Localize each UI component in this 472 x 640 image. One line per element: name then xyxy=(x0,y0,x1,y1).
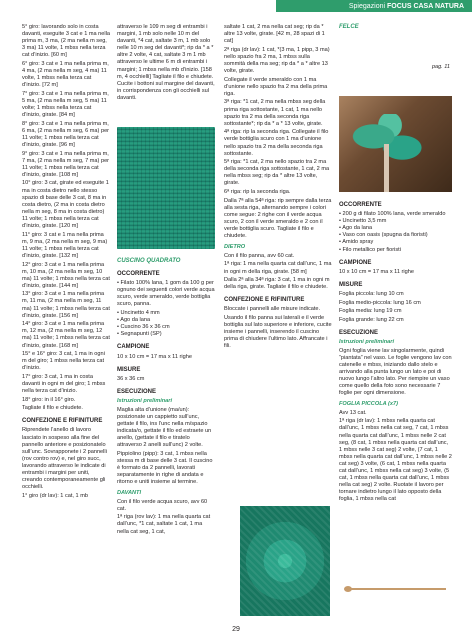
column-3 xyxy=(224,24,332,352)
column-4-lower xyxy=(339,196,452,505)
confezione-heading: CONFEZIONE E RIFINITURE xyxy=(224,297,305,304)
material-item: • Filo metallico per fioristi xyxy=(339,247,452,254)
col1-row: Tagliate il filo e chiudete. xyxy=(22,405,83,412)
column-1 xyxy=(22,24,110,501)
header-section: Spiegazioni FOCUS CASA NATURA xyxy=(348,2,464,10)
confezione-text-2: Usando il filo panna sui laterali e il verde bottiglia sul lato superiore e inferiore, cucite insieme i pannelli, inserendo il cuscino prima di chiudere l’ultimo lato. Affrancate i fili. xyxy=(224,314,332,350)
cushion-detail-image xyxy=(240,506,330,616)
fern-stem-image xyxy=(384,144,389,192)
col1-row: 13° giro: 3 cat e 1 ma nella prima m, 11 ma, (2 ma nella m seg, 11 ma) 11 volte; 1 mbss nella terza cat d’inizio, girate. [156 m] xyxy=(22,291,110,319)
material-item: • Segnapunti (SP) xyxy=(117,331,215,338)
col3-row: Collegate il verde smeraldo con 1 ma d’unione nello spazio fra 2 ma della prima riga. xyxy=(224,76,328,97)
esecuzione-sub: Istruzioni preliminari xyxy=(117,397,173,404)
cuscino-title: CUSCINO QUADRATO xyxy=(117,258,181,264)
fern-photo xyxy=(339,96,452,192)
column-4 xyxy=(339,24,452,33)
felce-esecuzione-heading: ESECUZIONE xyxy=(339,329,379,336)
col3-row: 4ª riga: rip la seconda riga. Collegate il filo verde bottiglia scuro con 1 ma d’unione nello spazio tra 2 ma della seconda riga sottostante. xyxy=(224,129,329,157)
misure-line: Foglia piccola: lung 10 cm xyxy=(339,290,404,297)
col1-last: 1° giro (dr lav): 1 cat, 1 mb xyxy=(22,492,88,499)
misure-heading: MISURE xyxy=(117,366,141,373)
col3-row: 6ª riga: rip la seconda riga. xyxy=(224,189,291,196)
misure-text: 36 x 36 cm xyxy=(117,375,145,382)
col1-row: 6° giro: 3 cat e 1 ma nella prima m, 4 ma, (2 ma nella m seg, 4 ma) 11 volte, 1 mbss nella terza cat d’inizio. [72 m] xyxy=(22,60,109,89)
col3-top: saltate 1 cat, 2 ma nella cat seg; rip da * altre 13 volte, girate. [42 m, 28 spazi di 1 cat] xyxy=(224,24,325,45)
material-item: • Ago da lana xyxy=(339,225,452,232)
col3-row: Dalla 7ª alla 54ª riga: rip sempre dalla terza alla sesta riga, alternando sempre i colori come segue: 2 righe con il verde acqua scuro, 2 con il verde smeraldo e 2 con il verde bottiglia scuro. Tagliate il filo e chiudete. xyxy=(224,197,332,240)
misure-line: Foglia grande: lung 22 cm xyxy=(339,316,404,323)
foglia-piccola-sub: FOGLIA PICCOLA (x7) xyxy=(339,401,398,408)
dietro-sub: DIETRO xyxy=(224,244,246,251)
crochet-hook-image xyxy=(350,588,446,590)
occorrente-text: • Filato 100% lana, 1 gom da 100 g per ognuno dei seguenti colori verde acqua scuro, verde smeraldo, verde bottiglia scuro, panna. xyxy=(117,280,215,308)
esecuzione-heading: ESECUZIONE xyxy=(117,388,157,395)
col3-row: 2ª riga (dr lav): 1 cat, *(3 ma, 1 pipp, 3 ma) nello spazio fra 2 ma, 1 mbss sulla sommità della ma seg; rip da * a * altre 13 volte, girate. xyxy=(224,46,330,75)
material-item: • 200 g di filato 100% lana, verde smeraldo xyxy=(339,211,452,218)
felce-esecuzione-sub: Istruzioni preliminari xyxy=(339,338,395,345)
material-item: • Ago da lana xyxy=(117,317,215,324)
davanti-row: 1ª riga (rov lav): 1 ma nella quarta cat dall’unc, *1 cat, saltate 1 cat, 1 ma nella cat seg, 1 cat, xyxy=(117,514,211,535)
foglia-piccola-row: 1ª riga (dr lav): 1 mbss nella quarta cat dall’unc, 1 mbss nella cat seg, 7 cat, 1 mbss nella quarta cat dall’unc, 1 mbss nelle 2 cat seg, (8 cat, 1 mbss nella quarta cat dall’unc, 1 mbss nelle 3 cat seg) 2 volte, (7 cat, 1 mbss nella quarta cat dall’unc, 1 mbss nelle 2 cat seg) 3 volte, (6 cat, 1 mbss nella quarta cat dall’unc, 1 mbss nella cat seg) 3 volte, (5 cat, 1 mbss nella quarta cat dall’unc, 1 mbss nella cat seg) 2 volte. Ruotate il lavoro per tornare indietro lungo il lato opposto della foglia, 1 mbss nella cat xyxy=(339,418,452,503)
col1-row: 7° giro: 3 cat e 1 ma nella prima m, 5 ma, (2 ma nella m seg, 5 ma) 11 volte; 1 mbss nella terza cat d’inizio, girate. [84 m] xyxy=(22,90,109,119)
header-bar xyxy=(276,0,472,12)
col3-row: 5ª riga: *1 cat, 2 ma nello spazio tra 2 ma della seconda riga sottostante, 1 cat, 2 ma nella mbss seg; rip da * altre 13 volte, girate. xyxy=(224,159,330,187)
fern-leaves-image xyxy=(349,114,431,170)
col1-row: 8° giro: 3 cat e 1 ma nella prima m, 6 ma, (2 ma nella m seg, 6 ma) per 11 volte; 1 mbss nella terza cat d’inizio, girate. [96 m] xyxy=(22,120,110,148)
page-number: 29 xyxy=(232,626,240,633)
material-item: • Uncinetto 3,5 mm xyxy=(339,218,452,225)
page-reference: pag. 11 xyxy=(432,64,450,70)
col1-row: 17° giro: 3 cat, 1 ma in costa davanti in ogni m del giro; 1 mbss nella terza cat d’inizio. xyxy=(22,373,106,395)
felce-materials-list xyxy=(339,211,452,254)
dietro-row: 1ª riga: 1 ma nella quarta cat dall’unc, 1 ma in ogni m della riga, girate. [58 m] xyxy=(224,261,332,275)
col1-heading: CONFEZIONE E RIFINITURE xyxy=(22,418,103,425)
col1-row: 15° e 16° giro: 3 cat, 1 ma in ogni m del giro; 1 mbss nella terza cat d’inizio. xyxy=(22,351,105,372)
confezione-text: Bloccate i pannelli alle misure indicate. xyxy=(224,306,321,313)
dietro-text: Con il filo panna, avv 60 cat. xyxy=(224,252,295,259)
col1-row: 18° giro: in il 16° giro. xyxy=(22,396,76,403)
col1-text: Riprendete l’anello di lavoro lasciato in sospeso alla fine del pannello anteriore e posizionatelo sull’unc. Sovrapponete i 2 pannelli (rov contro rov) e, nel giro succ, lavorando attraverso le indicate di entrambi i margini per uniti, creando contemporaneamente gli occhielli. xyxy=(22,427,107,491)
material-item: • Uncinetto 4 mm xyxy=(117,310,215,317)
column-2 xyxy=(117,24,215,104)
misure-line: Foglia medio-piccola: lung 16 cm xyxy=(339,299,421,306)
materials-list xyxy=(117,310,215,338)
misure-line: Foglia media: lung 19 cm xyxy=(339,308,402,315)
col1-row: 12° giro: 3 cat e 1 ma nella prima m, 10 ma, (2 ma nella m seg, 10 ma) 11 volte; 1 mbss nella terza cat d’inizio, girate. [144 m] xyxy=(22,261,110,289)
felce-occorrente-heading: OCCORRENTE xyxy=(339,202,382,208)
dietro-row: Dalla 2ª alla 34ª riga: 3 cat, 1 ma in ogni m della riga, girate. Tagliate il filo e chiudete. xyxy=(224,277,330,291)
campione-heading: CAMPIONE xyxy=(117,344,150,351)
material-item: • Amido spray xyxy=(339,239,452,246)
material-item: • Cuscino 36 x 36 cm xyxy=(117,324,215,331)
cushion-swatch-image xyxy=(117,127,215,249)
davanti-text: Con il filo verde acqua scuro, avv 60 cat. xyxy=(117,498,208,512)
esecuzione-text: Maglia alta d’unione (ma/un): posizionate un cappietto sull’unc, gettate il filo, ins l’unc nella m/spazio indicata/o, gettate il filo ed estraete un anello, (gettate il filo e tiratelo attraverso 2 anelli sull’unc) 2 volte. xyxy=(117,406,212,448)
felce-campione-text: 10 x 10 cm = 17 ma x 11 righe xyxy=(339,268,414,275)
felce-campione-heading: CAMPIONE xyxy=(339,259,372,266)
pippiolino-text: Pippiolino (pipp): 3 cat, 1 mbss nella stessa m di base delle 3 cat. Il cuscino è formato da 2 pannelli, lavorati separatamente in righe di andata e ritorno e uniti insieme al termine. xyxy=(117,450,213,485)
column-2-lower xyxy=(117,252,215,537)
col1-row: 14° giro: 3 cat e 1 ma nella prima m, 12 ma, (2 ma nella m seg, 12 ma) 11 volte; 1 mbss nella terza cat d’inizio, girate. [168 m] xyxy=(22,321,110,349)
col1-row: 9° giro: 3 cat e 1 ma nella prima m, 7 ma, (2 ma nella m seg, 7 ma) per 11 volte; 1 mbss nella terza cat d’inizio, girate. [108 m] xyxy=(22,150,110,178)
col1-row: 5° giro: lavorando solo in costa davanti, eseguite 3 cat e 1 ma nella prima m, 3 ma, (2 ma nella m seg, 3 ma) 11 volte, 1 mbss nella terza cat d’inizio. [60 m] xyxy=(22,24,111,59)
davanti-sub: DAVANTI xyxy=(117,490,142,497)
col3-row: 3ª riga: *1 cat, 2 ma nella mbss seg della prima riga sottostante, 1 cat, 1 ma nello spazio tra 2 ma della seconda riga sottostante*; rip da * a * 13 volte, girate. xyxy=(224,99,326,127)
felce-esecuzione-text: Ogni foglia viene lav singolarmente, quindi “piantata” nel vaso. Le foglie vengono lav con catenelle e mbss, iniziando dallo stelo e arrivando alla punta lungo un lato e poi di nuovo lungo l’altro lato. Per riempire un vaso come quello della foto sono necessarie 7 foglie per ogni dimensione. xyxy=(339,347,452,397)
col2-top: attraverso le 109 m seg di entrambi i margini, 1 mb solo nelle 10 m del davanti, *4 cat, saltate 3 m, 1 mb solo nelle 10 m seg del davanti*; rip da * a * altre 2 volte, 4 cat, saltate 3 m 1 mb attraverso le ultime 6 m di entrambi i margini; 1 mbss nella mb d’inizio. [158 m, 4 occhielli] Tagliate il filo e chiudete. Cucite i bottoni sul margine del davanti, in corrispondenza con gli occhielli sul davanti. xyxy=(117,24,215,101)
foglia-piccola-text: Avv 13 cat. xyxy=(339,409,367,416)
col1-row: 10° giro: 3 cat, girate ed eseguite 1 ma in costa dietro nello stesso spazio di base delle 3 cat, 8 ma in costa dietro, (2 ma in costa dietro nella m seg, 8 ma in costa dietro) 11 volte; 1 mbss nella terza cat d’inizio, girate. [120 m] xyxy=(22,180,109,230)
campione-text: 10 x 10 cm = 17 ma x 11 righe xyxy=(117,353,192,360)
felce-misure-heading: MISURE xyxy=(339,281,363,288)
occorrente-heading: OCCORRENTE xyxy=(117,271,160,278)
col1-row: 11° giro: 3 cat e 1 ma nella prima m, 9 ma, (2 ma nella m seg, 9 ma) 11 volte; 1 mbss nella terza cat d’inizio, girate. [132 m] xyxy=(22,231,108,259)
felce-title: FELCE xyxy=(339,24,359,30)
material-item: • Vaso con oasis (spugna da fioristi) xyxy=(339,232,452,239)
